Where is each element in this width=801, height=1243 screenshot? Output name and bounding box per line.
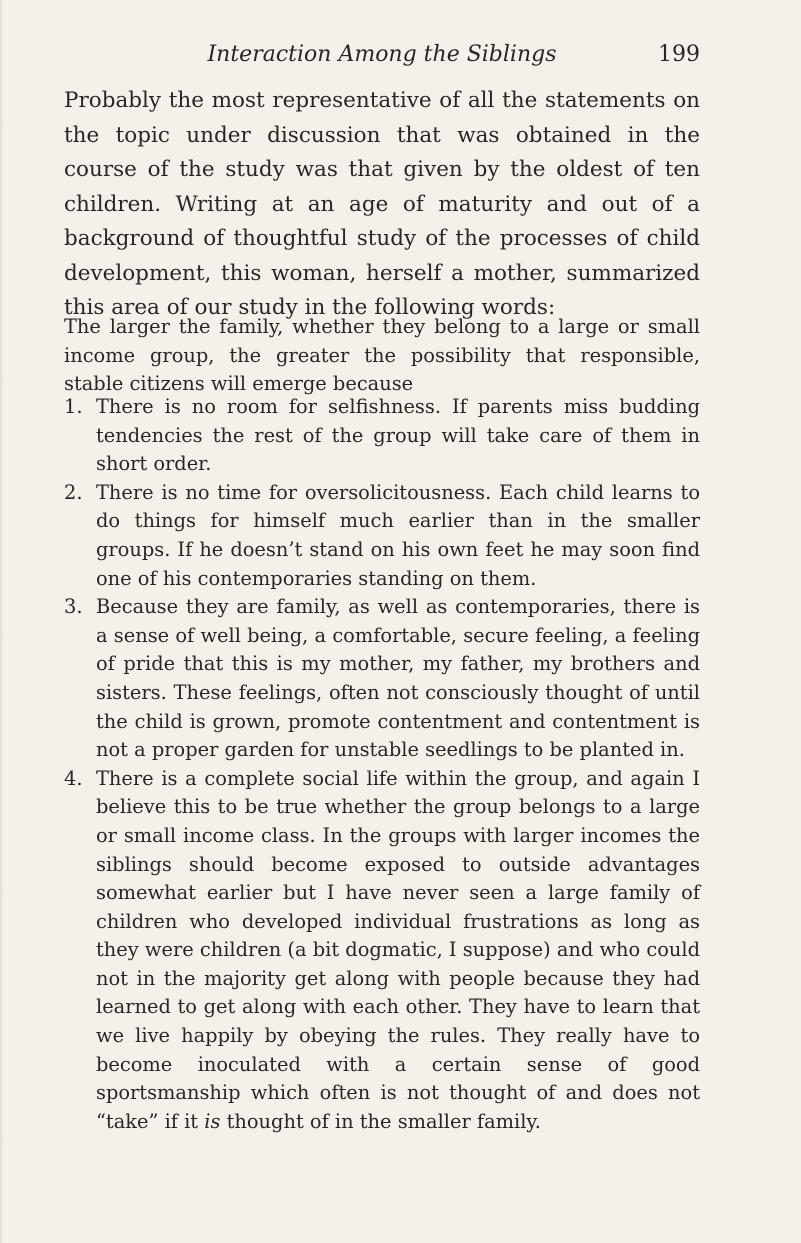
list-item-number: 3. — [64, 595, 83, 619]
list-item-text-end: thought of in the smaller family. — [220, 1109, 541, 1133]
list-item-emphasis: is — [204, 1109, 221, 1133]
intro-paragraph: Probably the most representative of all the statements on the topic under discussion that was obtained in the course of the study was that given by the oldest of ten children. Writing at an age of maturity and out of a background of thoughtful study of the processes of child development, this woman, herself a mother, summarized this area of our study in the following words: — [64, 88, 700, 320]
running-title: Interaction Among the Siblings — [207, 42, 557, 67]
page-edge-shadow — [0, 0, 4, 1243]
list-item — [64, 765, 700, 1137]
list-item-text: There is a complete social life within the group, and again I believe this to be true whether the group belongs to a large or small income class. In the groups with larger incomes the siblings should become exposed to outside advantages somewhat earlier but I have never seen a large family of children who developed individual frustrations as long as they were children (a bit dogmatic, I suppose) and who could not in the majority get along with people because they had learned to get along with each other. They have to learn that we live happily by obeying the rules. They really have to become inoculated with a certain sense of good sportsmanship which often is not thought of and does not “take” if it — [96, 766, 701, 1133]
quoted-list — [64, 393, 700, 1136]
list-item — [64, 479, 700, 593]
list-item-number: 4. — [64, 766, 83, 790]
page-number: 199 — [658, 42, 700, 67]
list-item-number: 2. — [64, 480, 83, 504]
list-item — [64, 393, 700, 479]
list-item-text: There is no time for oversolicitousness. Each child learns to do things for himself much earlier than in the smaller groups. If he doesn’t stand on his own feet he may soon find one of his contemporaries standing on them. — [96, 480, 700, 590]
quote-intro: The larger the family, whether they belong to a large or small income group, the greater the possibility that responsible, stable citizens will emerge because — [64, 315, 700, 396]
list-item — [64, 593, 700, 765]
list-item-text: There is no room for selfishness. If parents miss budding tendencies the rest of the group will take care of them in short order. — [96, 395, 700, 476]
list-item-text: Because they are family, as well as contemporaries, there is a sense of well being, a comfortable, secure feeling, a feeling of pride that this is my mother, my father, my brothers and sisters. These feelings, often not consciously thought of until the child is grown, promote contentment and contentment is not a proper garden for unstable seedlings to be planted in. — [96, 595, 700, 762]
page-header — [64, 42, 700, 78]
list-item-number: 1. — [64, 395, 83, 418]
